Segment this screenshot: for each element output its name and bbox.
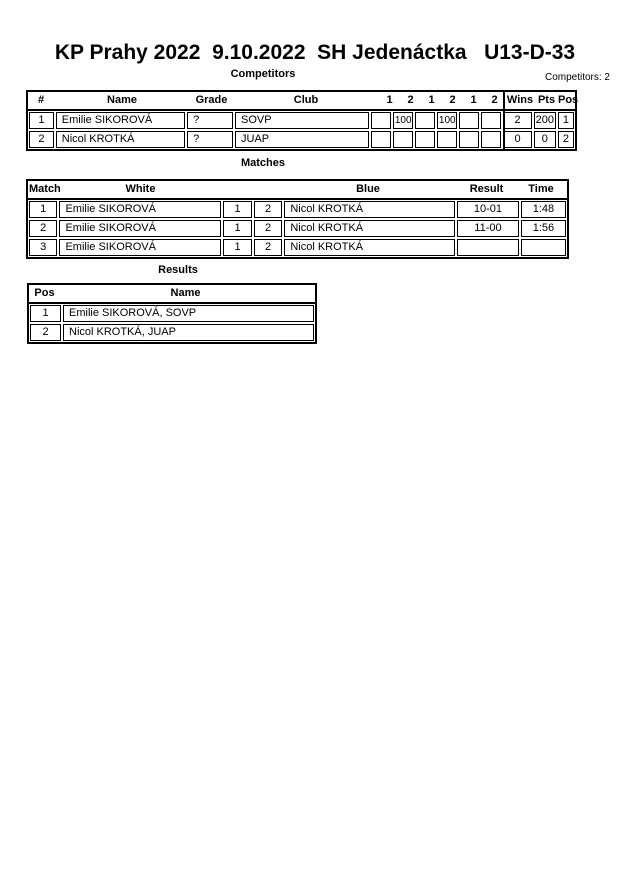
header-score-6: 2: [491, 94, 498, 106]
header-time: Time: [528, 183, 554, 195]
header-pos: Pos: [34, 287, 55, 299]
header-blue: Blue: [356, 183, 380, 195]
competitor-wins: 0: [503, 131, 532, 148]
blue-competitor: Nicol KROTKÁ: [284, 201, 455, 218]
result-row: [29, 304, 315, 323]
header-white: White: [125, 183, 156, 195]
header-pos: Pos: [558, 94, 579, 106]
competitor-pts: 0: [534, 131, 556, 148]
competitor-wins: 2: [503, 112, 532, 129]
match-result: [457, 239, 519, 256]
header-wins: Wins: [506, 94, 534, 106]
competitor-name: Emilie SIKOROVÁ: [56, 112, 185, 129]
competitor-number: 1: [29, 112, 54, 129]
result-position: 2: [30, 324, 61, 341]
competitor-number: 2: [29, 131, 54, 148]
match-time: 1:48: [521, 201, 566, 218]
score-cell: [393, 131, 413, 148]
competitor-club: SOVP: [235, 112, 369, 129]
header-score-2: 2: [407, 94, 414, 106]
results-table: [27, 283, 317, 344]
score-cell: [437, 131, 457, 148]
competitor-pts: 200: [534, 112, 556, 129]
competitors-count-label: Competitors: 2: [544, 72, 610, 83]
result-name: Emilie SIKOROVÁ, SOVP: [63, 305, 314, 322]
header-name: Name: [107, 94, 137, 106]
blue-competitor: Nicol KROTKÁ: [284, 239, 455, 256]
header-grade: Grade: [195, 94, 228, 106]
match-number: 3: [29, 239, 57, 256]
competitor-row: [28, 130, 575, 149]
score-cell: [415, 131, 435, 148]
score-cell: [459, 131, 479, 148]
match-result: 11-00: [457, 220, 519, 237]
score-cell: [415, 112, 435, 129]
competitors-header-row: [28, 92, 579, 111]
header-result: Result: [469, 183, 504, 195]
match-row: [28, 238, 567, 257]
score-cell: [481, 131, 501, 148]
wins-section-divider: [503, 92, 505, 149]
white-competitor-number: 1: [223, 201, 251, 218]
competitors-section-title: Competitors: [230, 68, 296, 80]
match-number: 2: [29, 220, 57, 237]
header-score-3: 1: [428, 94, 435, 106]
competitor-club: JUAP: [235, 131, 369, 148]
header-name: Name: [170, 287, 201, 299]
results-section-title: Results: [158, 264, 198, 276]
competitor-name: Nicol KROTKÁ: [56, 131, 185, 148]
result-name: Nicol KROTKÁ, JUAP: [63, 324, 314, 341]
score-cell: [459, 112, 479, 129]
match-number: 1: [29, 201, 57, 218]
header-pts: Pts: [537, 94, 556, 106]
white-competitor-number: 1: [223, 220, 251, 237]
header-score-4: 2: [449, 94, 456, 106]
score-cell: 100: [437, 112, 457, 129]
score-cell: [371, 112, 391, 129]
header-number: #: [37, 94, 45, 106]
match-time: 1:56: [521, 220, 566, 237]
match-row: [28, 200, 567, 219]
competitor-grade: ?: [187, 131, 233, 148]
blue-competitor-number: 2: [254, 239, 282, 256]
header-score-5: 1: [470, 94, 477, 106]
header-club: Club: [293, 94, 319, 106]
match-row: [28, 219, 567, 238]
header-score-1: 1: [386, 94, 393, 106]
white-competitor-number: 1: [223, 239, 251, 256]
header-match: Match: [29, 183, 61, 195]
header-white-number: [223, 181, 252, 198]
match-result: 10-01: [457, 201, 519, 218]
result-position: 1: [30, 305, 61, 322]
matches-section-title: Matches: [240, 157, 286, 169]
competitor-pos: 2: [558, 131, 574, 148]
matches-table: [26, 179, 569, 259]
matches-header-row: [28, 181, 567, 200]
white-competitor: Emilie SIKOROVÁ: [59, 239, 221, 256]
competitors-table: [26, 90, 577, 151]
competitor-grade: ?: [187, 112, 233, 129]
match-time: [521, 239, 566, 256]
score-cell: 100: [393, 112, 413, 129]
score-cell: [371, 131, 391, 148]
header-blue-number: [252, 181, 281, 198]
result-row: [29, 323, 315, 342]
competitor-row: [28, 111, 575, 130]
competitor-pos: 1: [558, 112, 574, 129]
blue-competitor-number: 2: [254, 220, 282, 237]
blue-competitor-number: 2: [254, 201, 282, 218]
results-header-row: [29, 285, 315, 304]
score-cell: [481, 112, 501, 129]
blue-competitor: Nicol KROTKÁ: [284, 220, 455, 237]
white-competitor: Emilie SIKOROVÁ: [59, 220, 221, 237]
white-competitor: Emilie SIKOROVÁ: [59, 201, 221, 218]
page-title: KP Prahy 2022 9.10.2022 SH Jedenáctka U13-D-33: [54, 41, 576, 64]
